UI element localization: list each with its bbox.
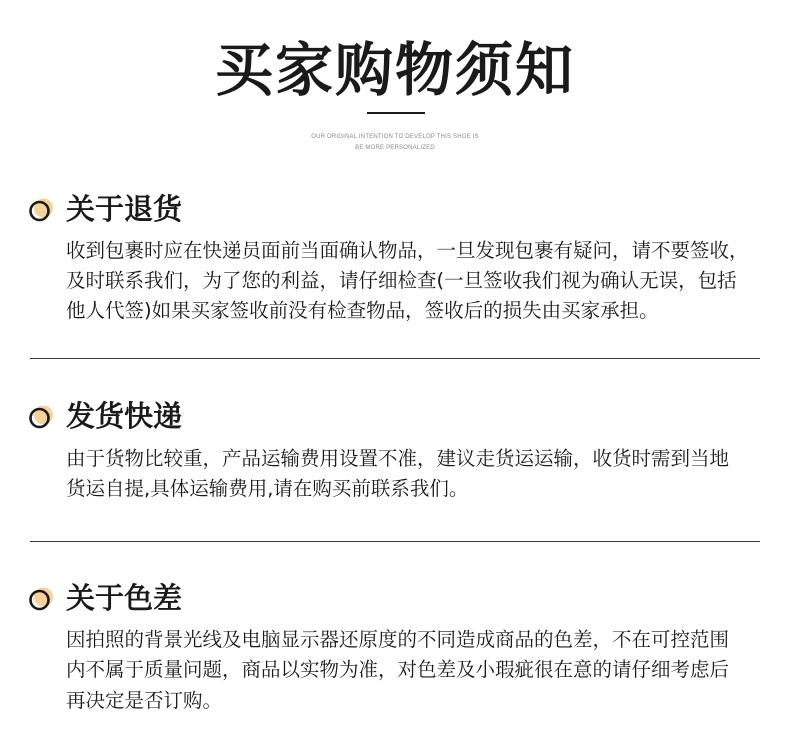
section-heading: 关于退货 (66, 192, 183, 226)
circle-bullet-icon (28, 404, 54, 430)
section-text-line: 收到包裹时应在快递员面前当面确认物品，一旦发现包裹有疑问，请不要签收， (66, 239, 749, 262)
section-text-line: 货运自提,具体运输费用,请在购买前联系我们。 (66, 477, 469, 500)
section-text-line: 再决定是否订购。 (66, 689, 223, 712)
section-text-line: 因拍照的背景光线及电脑显示器还原度的不同造成商品的色差，不在可控范围 (66, 628, 730, 651)
section-heading: 发货快递 (66, 399, 183, 433)
section-heading: 关于色差 (66, 581, 183, 615)
section-text-line: 由于货物比较重，产品运输费用设置不准，建议走货运运输，收货时需到当地 (66, 447, 730, 470)
section-text-line: 内不属于质量问题，商品以实物为准，对色差及小瑕疵很在意的请仔细考虑后 (66, 658, 730, 681)
section-text-line: 及时联系我们，为了您的利益，请仔细检查(一旦签收我们视为确认无误，包括 (66, 269, 737, 292)
page-title: 买家购物须知 (214, 36, 575, 104)
section-divider (30, 541, 760, 542)
section-text-line: 他人代签)如果买家签收前没有检查物品，签收后的损失由买家承担。 (66, 299, 659, 322)
subtitle-line-1: OUR ORIGINAL INTENTION TO DEVELOP THIS SHOE IS (311, 134, 479, 140)
subtitle-line-2: BE MORE PERSONALIZED (355, 145, 435, 151)
title-underline (367, 112, 425, 114)
circle-bullet-icon (28, 197, 54, 223)
circle-bullet-icon (28, 586, 54, 612)
section-divider (30, 358, 760, 359)
